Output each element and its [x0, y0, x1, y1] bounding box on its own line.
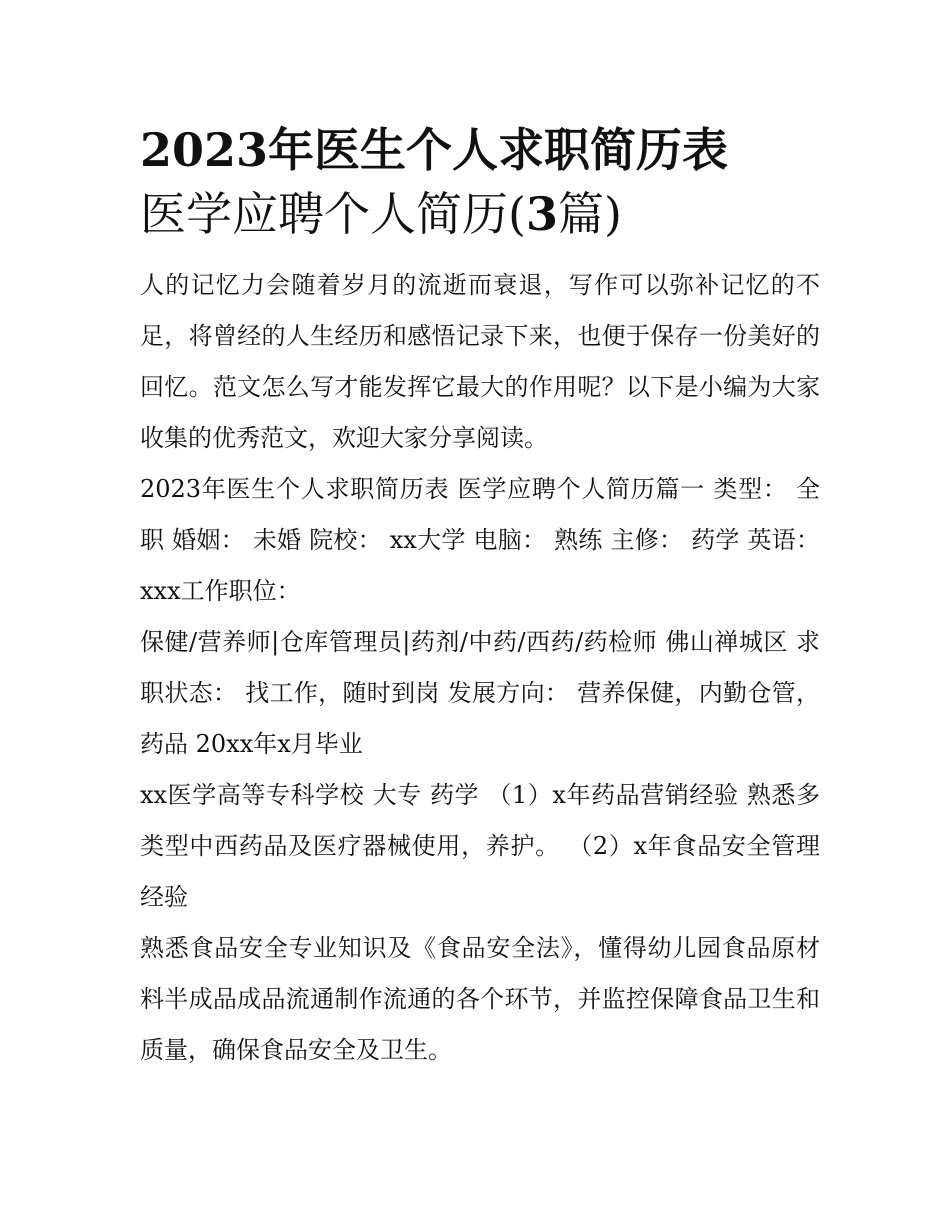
- paragraph-education-experience: xx医学高等专科学校 大专 药学 （1）x年药品营销经验 熟悉多类型中西药品及医疗器械使用，养护。 （2）x年食品安全管理经验: [140, 781, 820, 911]
- title-line-2-text: 医学应聘个人简历(: [140, 187, 526, 241]
- title-line-2-number: 3: [525, 187, 558, 241]
- document-title: [140, 118, 820, 246]
- title-line-2-suffix: 篇): [557, 187, 622, 241]
- title-line-2: [140, 182, 820, 246]
- paragraph-intro: 人的记忆力会随着岁月的流逝而衰退，写作可以弥补记忆的不足，将曾经的人生经历和感悟记录下来，也便于保存一份美好的回忆。范文怎么写才能发挥它最大的作用呢？以下是小编为大家收集的优秀范文，欢迎大家分享阅读。: [140, 271, 820, 452]
- paragraph-food-safety: 熟悉食品安全专业知识及《食品安全法》，懂得幼儿园食品原材料半成品成品流通制作流通的各个环节，并监控保障食品卫生和质量，确保食品安全及卫生。: [140, 934, 820, 1064]
- title-line-1: 2023年医生个人求职简历表: [140, 123, 729, 177]
- document-page: [140, 118, 820, 1076]
- paragraph-resume-basic: 2023年医生个人求职简历表 医学应聘个人简历篇一 类型： 全职 婚姻： 未婚 院校： xx大学 电脑： 熟练 主修： 药学 英语： xxx工作职位：: [140, 475, 820, 605]
- paragraph-job-position: 保健/营养师|仓库管理员|药剂/中药/西药/药检师 佛山禅城区 求职状态： 找工作，随时到岗 发展方向： 营养保健，内勤仓管，药品 20xx年x月毕业: [140, 628, 820, 758]
